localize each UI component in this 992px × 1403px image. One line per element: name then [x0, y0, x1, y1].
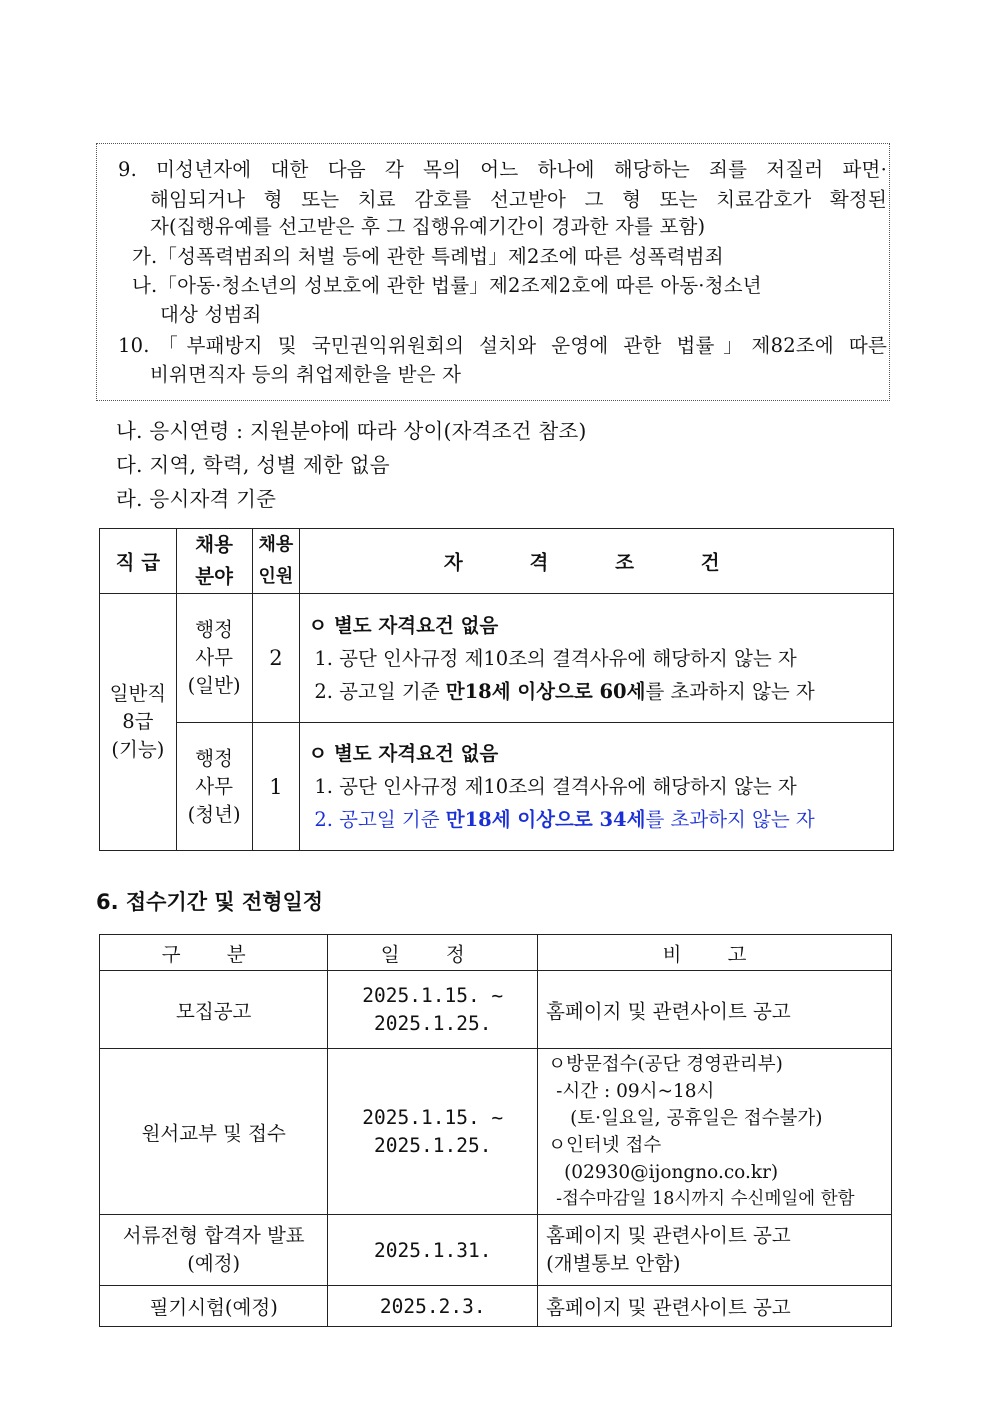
count-cell-youth: 1	[252, 723, 300, 851]
schedule-header-note: 비 고	[538, 935, 892, 971]
item10-line1: 10.「부패방지 및 국민권익위원회의 설치와 운영에 관한 법률」제82조에 따른	[118, 334, 887, 357]
schedule-r1-division: 모집공고	[100, 971, 328, 1049]
schedule-r4-date: 2025.2.3.	[328, 1286, 538, 1327]
schedule-r4-division: 필기시험(예정)	[100, 1286, 328, 1327]
schedule-r1-date: 2025.1.15. ~ 2025.1.25.	[328, 971, 538, 1049]
schedule-r2-date: 2025.1.15. ~ 2025.1.25.	[328, 1049, 538, 1215]
count-cell-general: 2	[252, 594, 300, 723]
header-grade: 직 급	[100, 529, 177, 594]
conditions-cell-youth: ㅇ 별도 자격요건 없음 1. 공단 인사규정 제10조의 결격사유에 해당하지 않는 자 2. 공고일 기준 만18세 이상으로 34세를 초과하지 않는 자	[300, 723, 894, 851]
schedule-table	[99, 934, 892, 1327]
schedule-r3-date: 2025.1.31.	[328, 1215, 538, 1286]
field-cell-youth: 행정 사무 (청년)	[176, 723, 252, 851]
schedule-r2-division: 원서교부 및 접수	[100, 1049, 328, 1215]
section-restrictions: 다. 지역, 학력, 성별 제한 없음	[116, 453, 390, 477]
schedule-r4-note: 홈페이지 및 관련사이트 공고	[538, 1286, 892, 1327]
field-cell-general: 행정 사무 (일반)	[176, 594, 252, 723]
item-na-line1: 나.「아동·청소년의 성보호에 관한 법률」제2조제2호에 따른 아동·청소년	[132, 274, 762, 297]
schedule-r3-note: 홈페이지 및 관련사이트 공고 (개별통보 안함)	[538, 1215, 892, 1286]
section-age: 나. 응시연령 : 지원분야에 따라 상이(자격조건 참조)	[116, 419, 587, 443]
item9-line1: 9. 미성년자에 대한 다음 각 목의 어느 하나에 해당하는 죄를 저질러 파면·	[118, 158, 887, 181]
schedule-r2-note: ㅇ방문접수(공단 경영관리부) -시간 : 09시~18시 (토·일요일, 공휴일은 접수불가) ㅇ인터넷 접수 (02930@ijongno.co.kr) -접수마감일 18시까지 수신메일에 한함	[538, 1049, 892, 1215]
section-qualification: 라. 응시자격 기준	[116, 487, 277, 511]
header-conditions: 자 격 조 건	[300, 529, 894, 594]
header-field: 채용 분야	[176, 529, 252, 594]
qualification-table	[99, 528, 894, 851]
grade-cell: 일반직 8급 (기능)	[100, 594, 177, 851]
header-count: 채용 인원	[252, 529, 300, 594]
section6-title: 6. 접수기간 및 전형일정	[96, 890, 324, 914]
schedule-header-date: 일 정	[328, 935, 538, 971]
item10-line2: 비위면직자 등의 취업제한을 받은 자	[150, 363, 462, 386]
item-na-line2: 대상 성범죄	[160, 303, 262, 326]
conditions-cell-general: ㅇ 별도 자격요건 없음 1. 공단 인사규정 제10조의 결격사유에 해당하지 않는 자 2. 공고일 기준 만18세 이상으로 60세를 초과하지 않는 자	[300, 594, 894, 723]
schedule-r1-note: 홈페이지 및 관련사이트 공고	[538, 971, 892, 1049]
schedule-r3-division: 서류전형 합격자 발표 (예정)	[100, 1215, 328, 1286]
schedule-header-division: 구 분	[100, 935, 328, 971]
item9-line3: 자(집행유예를 선고받은 후 그 집행유예기간이 경과한 자를 포함)	[150, 215, 706, 238]
item-ga: 가.「성폭력범죄의 처벌 등에 관한 특례법」제2조에 따른 성폭력범죄	[132, 245, 724, 268]
item9-line2: 해임되거나 형 또는 치료 감호를 선고받아 그 형 또는 치료감호가 확정된	[150, 188, 887, 211]
